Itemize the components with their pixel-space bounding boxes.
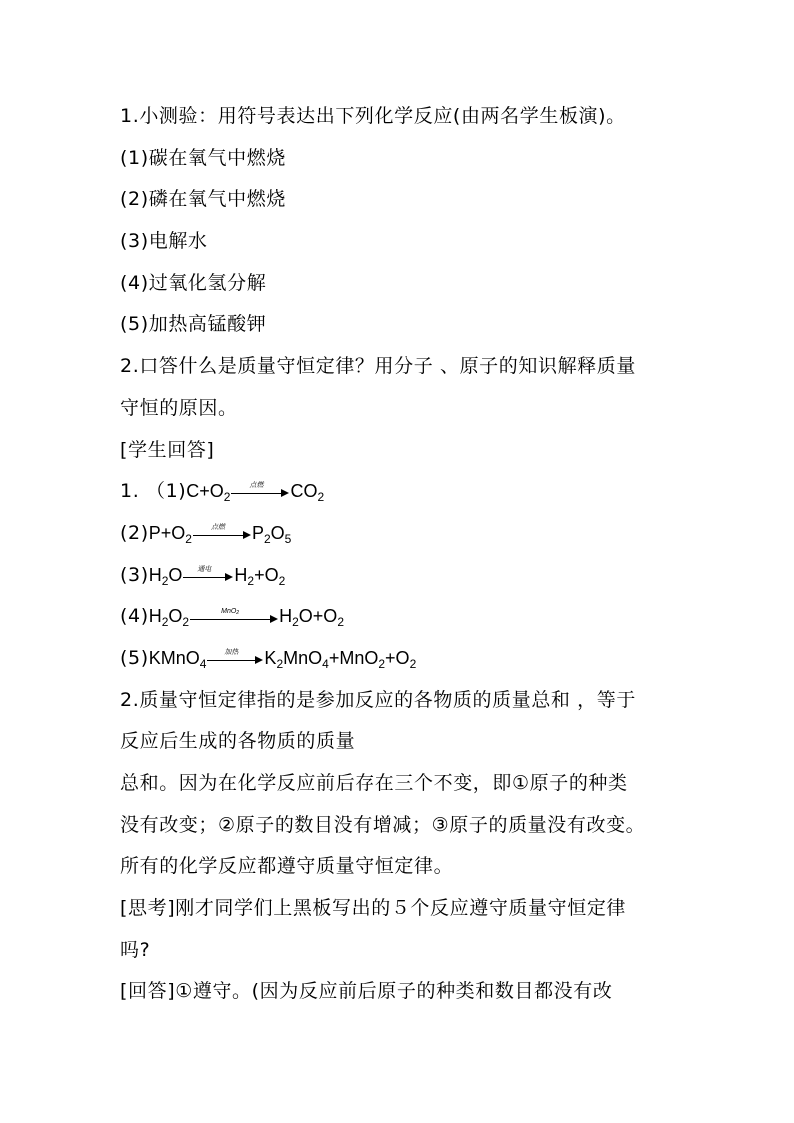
question-2-line-2: 守恒的原因。 — [120, 396, 238, 419]
answer-2-line-5: 所有的化学反应都遵守质量守恒定律。 — [120, 855, 454, 878]
equation-5 — [120, 638, 680, 680]
reaction-arrow-icon — [231, 482, 289, 502]
equation-2 — [120, 513, 680, 555]
equation-products: $H_2O+O_2$ — [279, 606, 344, 630]
reaction-condition: 点燃 — [249, 482, 264, 490]
equation-reactants: $H_2O$ — [148, 564, 183, 588]
quiz-item-3: (3)电解水 — [120, 230, 208, 253]
reaction-arrow-icon — [183, 566, 233, 586]
quiz-item-4: (4)过氧化氢分解 — [120, 271, 267, 294]
student-answer-heading: [学生回答] — [120, 438, 215, 461]
equation-1 — [120, 471, 680, 513]
reaction-condition: 点燃 — [210, 524, 225, 532]
equation-reactants: $H_2O_2$ — [148, 606, 190, 630]
reaction-condition: 加热 — [224, 649, 239, 657]
document-page — [120, 96, 680, 1013]
equation-number: (5) — [120, 646, 149, 669]
equation-reactants: $P+O_2$ — [148, 522, 192, 546]
equation-number: 1. （1) — [120, 480, 187, 503]
equation-4 — [120, 596, 680, 638]
quiz-item-2: (2)磷在氧气中燃烧 — [120, 188, 286, 211]
equation-products: $CO_2$ — [290, 481, 325, 505]
equation-products: $K_2MnO_4+MnO_2+O_2$ — [264, 647, 417, 671]
equation-number: (2) — [120, 521, 149, 544]
reaction-arrow-icon — [193, 524, 251, 544]
answer-2-line-4: 没有改变；②原子的数目没有增减；③原子的质量没有改变。 — [120, 813, 646, 836]
reaction-arrow-icon — [207, 649, 263, 669]
think-line-1: [思考]刚才同学们上黑板写出的５个反应遵守质量守恒定律 — [120, 897, 627, 920]
equation-3 — [120, 555, 680, 597]
equation-reactants: KMnO$_4$ — [148, 647, 207, 671]
equation-number: (3) — [120, 563, 149, 586]
equation-number: (4) — [120, 605, 149, 628]
equation-reactants: $C+O_2$ — [186, 481, 231, 505]
equation-products: $P_2O_5$ — [251, 522, 292, 546]
reaction-condition: MnO$_2$ — [221, 607, 240, 616]
think-line-2: 吗? — [120, 938, 151, 961]
question-2-line-1: 2.口答什么是质量守恒定律？用分子 、原子的知识解释质量 — [120, 355, 636, 378]
answer-2-line-3: 总和。因为在化学反应前后存在三个不变，即①原子的种类 — [120, 772, 628, 794]
quiz-title: 1.小测验：用符号表达出下列化学反应(由两名学生板演)。 — [120, 105, 626, 127]
quiz-item-1: (1)碳在氧气中燃烧 — [120, 146, 286, 169]
reaction-arrow-icon — [190, 608, 278, 628]
answer-2-line-1: 2.质量守恒定律指的是参加反应的各物质的质量总和 ，等于 — [120, 688, 636, 711]
quiz-item-5: (5)加热高锰酸钾 — [120, 313, 267, 336]
reply-line-1: [回答]①遵守。(因为反应前后原子的种类和数目都没有改 — [120, 980, 613, 1003]
answer-2-line-2: 反应后生成的各物质的质量 — [120, 730, 356, 753]
equation-products: $H_2+O_2$ — [234, 564, 286, 588]
reaction-condition: 通电 — [197, 565, 212, 573]
